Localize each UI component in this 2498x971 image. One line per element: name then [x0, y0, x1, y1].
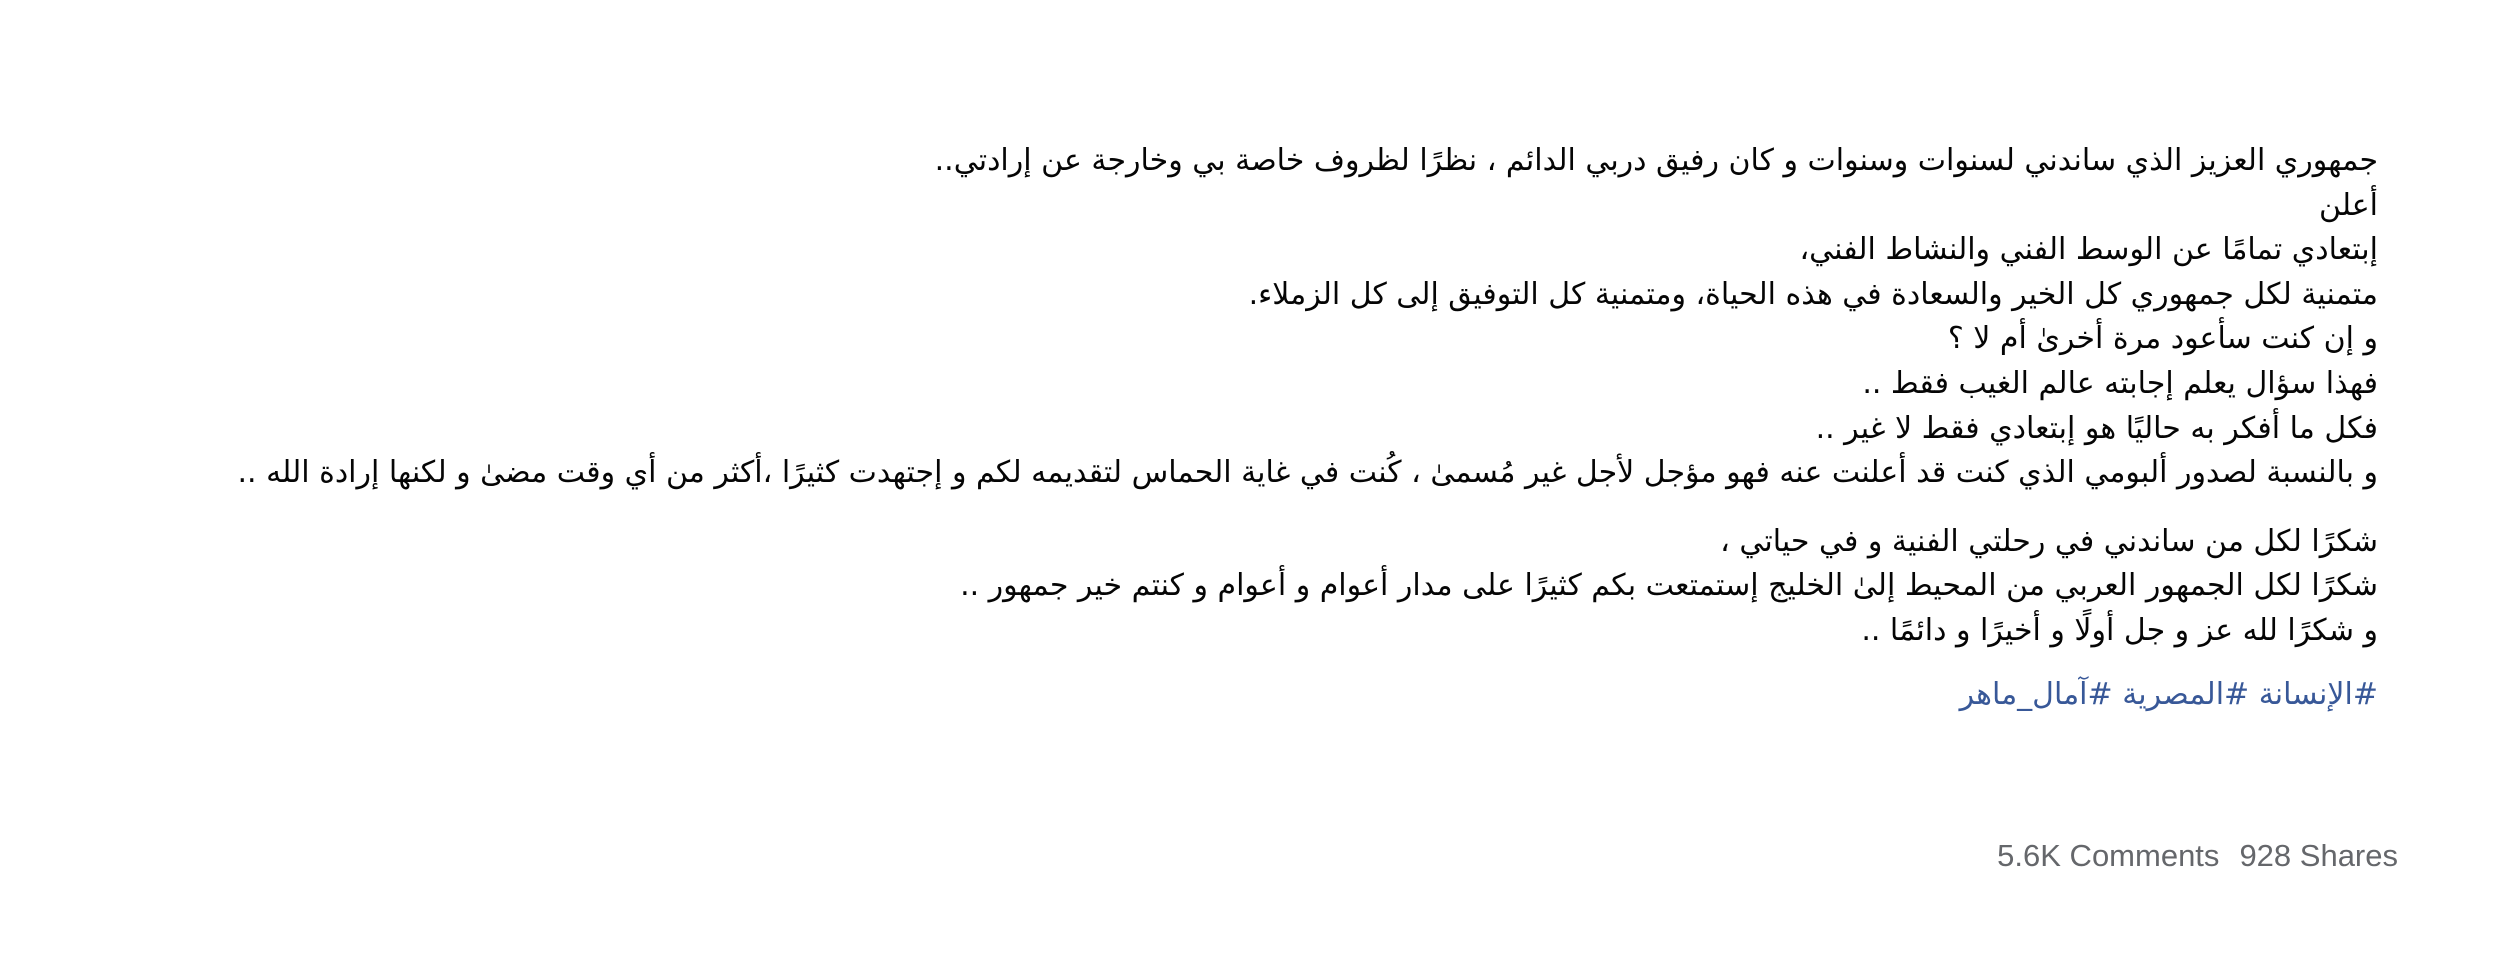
post-text-line: و إن كنت سأعود مرة أخرىٰ أم لا ؟ — [1947, 321, 2378, 357]
hashtag-link[interactable]: #الإنسانة — [2258, 676, 2378, 712]
post-hashtags — [100, 677, 2398, 712]
shares-count[interactable]: 928 Shares — [2239, 838, 2398, 873]
post-engagement-counts — [0, 838, 2498, 874]
hashtag-link[interactable]: #آمال_ماهر — [1959, 676, 2113, 712]
post-text-line: و شكرًا لله عز و جل أولًا و أخيرًا و دائمًا .. — [1861, 612, 2378, 648]
post-text — [100, 140, 2398, 653]
hashtag-link[interactable]: #المصرية — [2122, 676, 2250, 712]
post-text-line: شكرًا لكل من ساندني في رحلتي الفنية و في حياتي ، — [1720, 523, 2378, 559]
post-text-line: أعلن — [2318, 187, 2378, 223]
comments-count[interactable]: 5.6K Comments — [1997, 838, 2220, 873]
post-text-line: و بالنسبة لصدور ألبومي الذي كنت قد أعلنت عنه فهو مؤجل لأجل غير مُسمىٰ ، كُنت في غاية الحماس لتقديمه لكم و إجتهدت كثيرًا ،أكثر من أي وقت مضىٰ و لكنها إرادة الله .. — [237, 455, 2378, 491]
post-text-line: إبتعادي تمامًا عن الوسط الفني والنشاط الفني، — [1799, 232, 2378, 268]
post-text-line: فكل ما أفكر به حاليًا هو إبتعادي فقط لا غير .. — [1815, 410, 2378, 446]
post-text-line: فهذا سؤال يعلم إجابته عالم الغيب فقط .. — [1862, 365, 2378, 401]
post-text-line: جمهوري العزيز الذي ساندني لسنوات وسنوات و كان رفيق دربي الدائم ، نظرًا لظروف خاصة بي وخارجة عن إرادتي.. — [934, 143, 2378, 178]
post-text-line: متمنية لكل جمهوري كل الخير والسعادة في هذه الحياة، ومتمنية كل التوفيق إلى كل الزملاء. — [1248, 276, 2378, 312]
post-text-line: شكرًا لكل الجمهور العربي من المحيط إلىٰ الخليج إستمتعت بكم كثيرًا على مدار أعوام و أعوام و كنتم خير جمهور .. — [960, 568, 2378, 604]
